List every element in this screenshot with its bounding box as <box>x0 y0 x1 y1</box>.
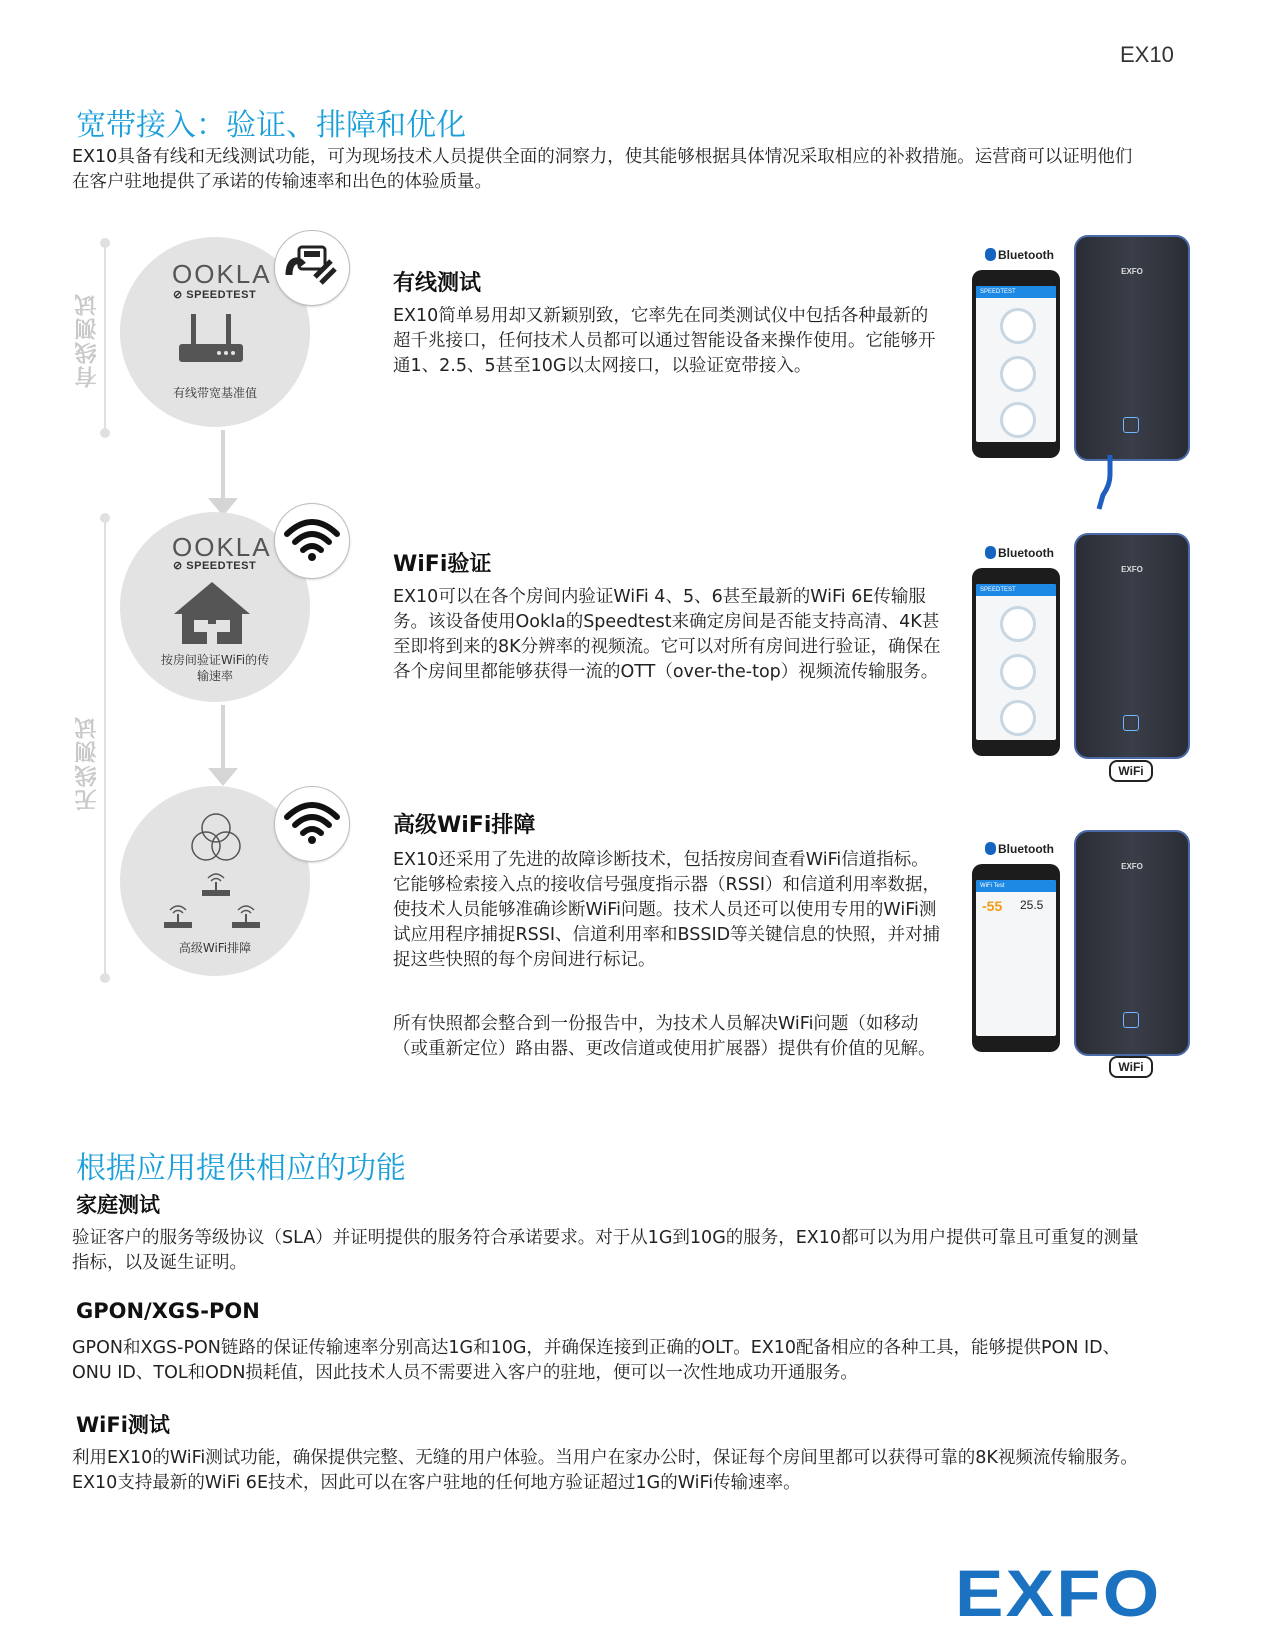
ex10-device-image: EXFO <box>1074 533 1190 759</box>
wifi-badge-2 <box>274 503 350 579</box>
access-points-icon <box>160 870 272 932</box>
gpon-title: GPON/XGS-PON <box>76 1299 260 1323</box>
ex10-device-image: EXFO <box>1074 830 1190 1056</box>
bluetooth-logo: Bluetooth <box>985 546 1054 560</box>
section2-title: 根据应用提供相应的功能 <box>76 1151 406 1186</box>
wifi-troubleshoot-text2: 所有快照都会整合到一份报告中，为技术人员解决WiFi问题（如移动（或重新定位）路由器、更改信道或使用扩展器）提供有价值的见解。 <box>393 1014 936 1059</box>
gpon-text: GPON和XGS-PON链路的保证传输速率分别高达1G和10G，并确保连接到正确的OLT。EX10配备相应的各种工具，能够提供PON ID、ONU ID、TOL和ODN损耗值，因此技术人员不需要进入客户的驻地，便可以一次性地成功开通服务。 <box>72 1338 1121 1383</box>
venn-icon <box>188 812 244 864</box>
home-test-title: 家庭测试 <box>76 1193 160 1217</box>
wifi-icon <box>275 504 349 578</box>
wireless-side-label: 无线测试 <box>75 715 100 811</box>
wifi-icon <box>275 787 349 861</box>
ookla-logo: OOKLA <box>172 259 272 289</box>
wifi-troubleshoot-title: 高级WiFi排障 <box>393 813 536 838</box>
circle3-label: 高级WiFi排障 <box>178 941 252 955</box>
wired-side-label: 有线测试 <box>75 292 100 388</box>
ethernet-badge <box>274 230 350 306</box>
wifi-certified-logo: WiFi <box>1109 1056 1153 1078</box>
model-label: EX10 <box>1120 42 1174 67</box>
ex10-device-image: EXFO <box>1074 235 1190 461</box>
ethernet-cable-icon <box>275 231 349 305</box>
router-icon <box>175 314 247 366</box>
bluetooth-logo: Bluetooth <box>985 842 1054 856</box>
wifi-test-text: 利用EX10的WiFi测试功能，确保提供完整、无缝的用户体验。当用户在家办公时，保证每个房间里都可以获得可靠的8K视频流传输服务。EX10支持最新的WiFi 6E技术，因此可以在客户驻地的任何地方验证超过1G的WiFi传输速率。 <box>72 1448 1138 1493</box>
home-test-text: 验证客户的服务等级协议（SLA）并证明提供的服务符合承诺要求。对于从1G到10G的服务，EX10都可以为用户提供可靠且可重复的测量指标，以及诞生证明。 <box>72 1228 1139 1273</box>
bluetooth-logo: Bluetooth <box>985 248 1054 262</box>
wired-test-title: 有线测试 <box>393 271 482 296</box>
section1-title: 宽带接入：验证、排障和优化 <box>76 108 466 143</box>
section1-intro: EX10具备有线和无线测试功能，可为现场技术人员提供全面的洞察力，使其能够根据具体情况采取相应的补救措施。运营商可以证明他们在客户驻地提供了承诺的传输速率和出色的体验质量。 <box>72 147 1133 192</box>
speedtest-logo: ⊘ SPEEDTEST <box>173 560 257 572</box>
ethernet-cable-image <box>1095 455 1125 510</box>
speedtest-logo: ⊘ SPEEDTEST <box>173 289 257 301</box>
wifi-test-title: WiFi测试 <box>76 1413 170 1437</box>
phone-image: WiFi Test -55 25.5 <box>972 864 1060 1052</box>
phone-image: SPEEDTEST <box>972 270 1060 458</box>
wifi-badge-3 <box>274 786 350 862</box>
circle2-label: 按房间验证WiFi的传输速率 <box>160 653 270 683</box>
exfo-logo: EXFO <box>955 1556 1162 1630</box>
wifi-certified-logo: WiFi <box>1109 760 1153 782</box>
wifi-verify-text: EX10可以在各个房间内验证WiFi 4、5、6甚至最新的WiFi 6E传输服务。该设备使用Ookla的Speedtest来确定房间是否能支持高清、4K甚至即将到来的8K分辨率的视频流。它可以对所有房间进行验证，确保在各个房间里都能够获得一流的OTT（over-the-top）视频流传输服务。 <box>393 587 941 682</box>
ookla-logo: OOKLA <box>172 532 272 562</box>
circle1-label: 有线带宽基准值 <box>172 386 257 400</box>
house-icon <box>172 580 252 646</box>
wifi-verify-title: WiFi验证 <box>393 552 492 577</box>
phone-image: SPEEDTEST <box>972 568 1060 756</box>
wired-test-text: EX10简单易用却又新颖别致，它率先在同类测试仪中包括各种最新的超千兆接口，任何技术人员都可以通过智能设备来操作使用。它能够开通1、2.5、5甚至10G以太网接口，以验证宽带接入。 <box>393 306 936 376</box>
wifi-troubleshoot-text: EX10还采用了先进的故障诊断技术，包括按房间查看WiFi信道指标。它能够检索接入点的接收信号强度指示器（RSSI）和信道利用率数据，使技术人员能够准确诊断WiFi问题。技术人员还可以使用专用的WiFi测试应用程序捕捉RSSI、信道利用率和BSSID等关键信息的快照，并对捕捉这些快照的每个房间进行标记。 <box>393 850 941 970</box>
